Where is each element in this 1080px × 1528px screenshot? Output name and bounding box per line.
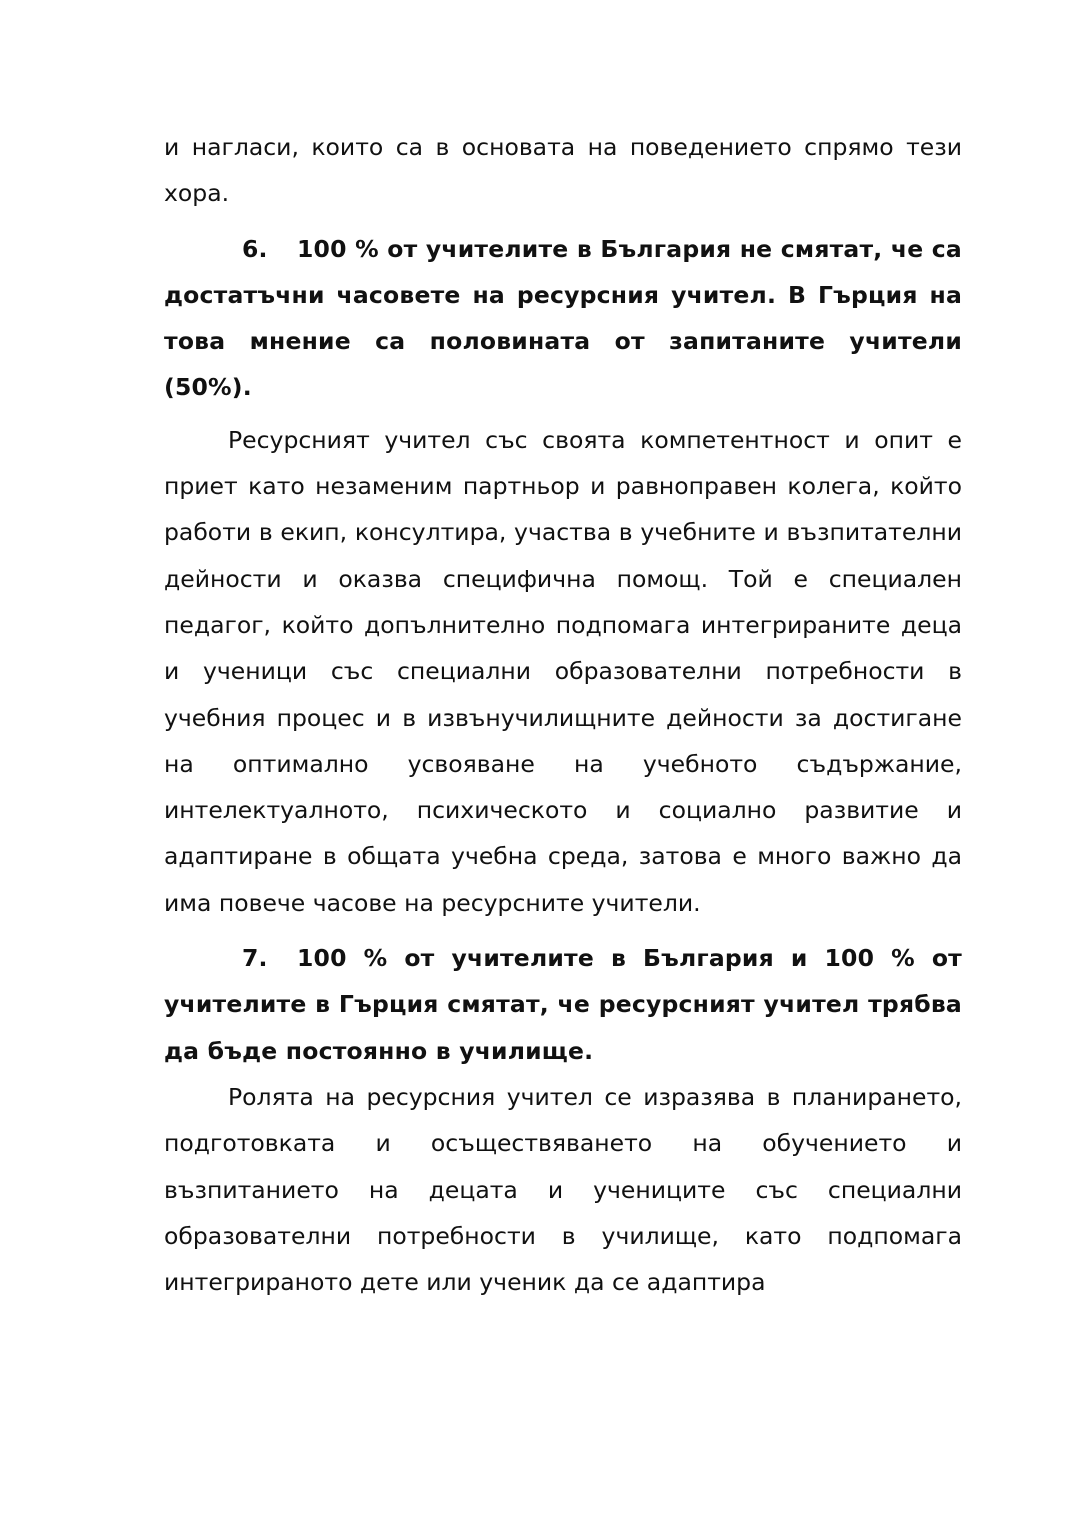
finding-6-heading (164, 226, 962, 411)
document-page (164, 124, 962, 1305)
body-paragraph: Ресурсният учител със своята компетентност и опит е приет като незаменим партньор и равноправен колега, който работи в екип, консултира, участва в учебните и възпитателни дейности и оказва специфична помощ. Той е специален педагог, който допълнително подпомага интегрираните деца и ученици със специални образователни потребности в учебния процес и в извънучилищните дейности за достигане на оптимално усвояване на учебното съдържание, интелектуалното, психическото и социално развитие и адаптиране в общата учебна среда, затова е много важно да има повече часове на ресурсните учители. (164, 425, 962, 917)
finding-text: 100 % от учителите в България и 100 % от учителите в Гърция смятат, че ресурсният учител трябва да бъде постоянно в училище. (164, 944, 962, 1065)
finding-text: 100 % от учителите в България не смятат, че са достатъчни часовете на ресурсния учител. В Гърция на това мнение са половината от запитаните учители (50%). (164, 234, 962, 402)
continuation-paragraph: и нагласи, които са в основата на поведението спрямо тези хора. (164, 133, 962, 208)
finding-number: 7. (242, 944, 268, 973)
finding-number: 6. (242, 234, 268, 263)
finding-7-heading (164, 935, 962, 1074)
body-paragraph: Ролята на ресурсния учител се изразява в планирането, подготовката и осъществяването на обучението и възпитанието на децата и учениците със специални образователни потребности в училище, като подпомага интегрираното дете или ученик да се адаптира (164, 1082, 962, 1297)
